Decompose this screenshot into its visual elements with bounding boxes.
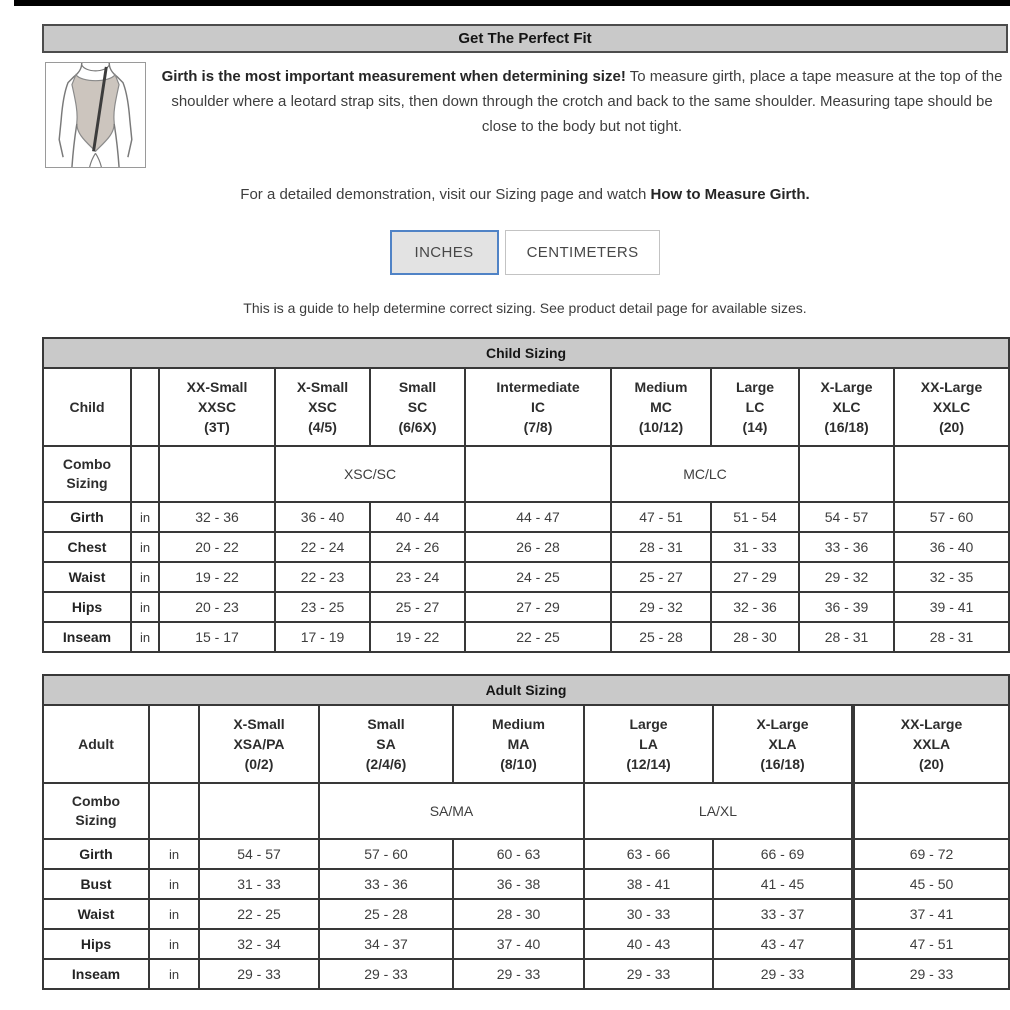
measurement-value-cell: 31 - 33 [711, 532, 799, 562]
combo-cell: MC/LC [611, 446, 799, 502]
size-column-header-line: (10/12) [638, 419, 684, 435]
unit-toggle [42, 230, 1008, 275]
size-column-header-line: MA [507, 736, 530, 752]
size-column-header [894, 368, 1009, 446]
table-section-title: Adult Sizing [43, 675, 1009, 705]
measurement-value-cell: 27 - 29 [465, 592, 611, 622]
measurement-value-cell: 24 - 25 [465, 562, 611, 592]
measurement-value-cell: 31 - 33 [199, 869, 319, 899]
measurement-value-cell: 25 - 28 [611, 622, 711, 652]
combo-sizing-label-line: Sizing [75, 812, 117, 828]
size-column-header-line: XXSC [197, 399, 237, 415]
measurement-value-cell: 33 - 36 [799, 532, 894, 562]
measurement-value-cell: 25 - 28 [319, 899, 453, 929]
measurement-value-cell: 29 - 32 [611, 592, 711, 622]
size-column-header-line: Small [367, 716, 405, 732]
girth-instructions-rest: To measure girth, place a tape measure at the top of the shoulder where a leotard strap sits, then down through the crotch and back to the same shoulder. Measuring tape should be close to the body but not tight. [171, 68, 1003, 135]
measurement-row [43, 502, 1009, 532]
child-sizing-table [42, 337, 1010, 653]
size-column-header-line: XX-Small [186, 379, 248, 395]
measurement-row-label: Hips [43, 929, 149, 959]
size-column-header-line: (20) [939, 419, 964, 435]
measurement-value-cell: 20 - 22 [159, 532, 275, 562]
measurement-value-cell: 22 - 25 [199, 899, 319, 929]
leotard-figure-graphic [46, 63, 145, 167]
measurement-value-cell: 29 - 33 [853, 959, 1009, 989]
combo-cell [465, 446, 611, 502]
measurement-value-cell: 32 - 36 [711, 592, 799, 622]
measurement-value-cell: 37 - 40 [453, 929, 584, 959]
size-column-header-line: X-Large [756, 716, 809, 732]
unit-cell: in [149, 959, 199, 989]
measurement-value-cell: 54 - 57 [799, 502, 894, 532]
measurement-value-cell: 29 - 33 [199, 959, 319, 989]
measurement-row [43, 839, 1009, 869]
measurement-value-cell: 23 - 25 [275, 592, 370, 622]
size-column-header [611, 368, 711, 446]
unit-cell: in [131, 502, 159, 532]
combo-cell [894, 446, 1009, 502]
size-column-header [799, 368, 894, 446]
measurement-row-label: Inseam [43, 622, 131, 652]
size-column-header [711, 368, 799, 446]
page-title: Get The Perfect Fit [42, 24, 1008, 53]
unit-cell: in [131, 562, 159, 592]
measurement-row-label: Inseam [43, 959, 149, 989]
size-column-header-line: Large [735, 379, 775, 395]
size-column-header [199, 705, 319, 783]
top-border-line [14, 0, 1010, 6]
size-column-header-line: Intermediate [496, 379, 580, 395]
measurement-value-cell: 33 - 37 [713, 899, 853, 929]
size-column-header-line: (3T) [204, 419, 230, 435]
measurement-row [43, 899, 1009, 929]
size-column-header [713, 705, 853, 783]
measurement-value-cell: 47 - 51 [853, 929, 1009, 959]
table-corner-label: Adult [43, 705, 149, 783]
measurement-row [43, 532, 1009, 562]
measurement-value-cell: 28 - 31 [799, 622, 894, 652]
guide-note: This is a guide to help determine correct sizing. See product detail page for available sizes. [243, 300, 807, 316]
combo-cell: SA/MA [319, 783, 584, 839]
measurement-value-cell: 29 - 33 [713, 959, 853, 989]
size-column-header-line: XSA/PA [233, 736, 285, 752]
measurement-value-cell: 39 - 41 [894, 592, 1009, 622]
measurement-value-cell: 28 - 30 [711, 622, 799, 652]
size-column-header [453, 705, 584, 783]
measurement-value-cell: 40 - 43 [584, 929, 713, 959]
combo-cell [159, 446, 275, 502]
measurement-value-cell: 23 - 24 [370, 562, 465, 592]
size-column-header-line: (2/4/6) [365, 756, 407, 772]
measurement-value-cell: 37 - 41 [853, 899, 1009, 929]
demo-line-bold: How to Measure Girth. [650, 186, 810, 203]
measurement-row-label: Chest [43, 532, 131, 562]
unit-cell [149, 783, 199, 839]
size-column-header-line: X-Small [233, 716, 285, 732]
measurement-value-cell: 45 - 50 [853, 869, 1009, 899]
measurement-value-cell: 36 - 40 [275, 502, 370, 532]
size-column-header-line: XLA [768, 736, 797, 752]
measurement-row [43, 959, 1009, 989]
measurement-value-cell: 27 - 29 [711, 562, 799, 592]
size-column-header-line: (16/18) [760, 756, 805, 772]
size-column-header-line: (20) [919, 756, 944, 772]
measurement-value-cell: 22 - 25 [465, 622, 611, 652]
measurement-row [43, 929, 1009, 959]
measurement-value-cell: 36 - 40 [894, 532, 1009, 562]
demo-line [42, 186, 1008, 203]
measurement-value-cell: 41 - 45 [713, 869, 853, 899]
measurement-value-cell: 36 - 39 [799, 592, 894, 622]
unit-cell: in [149, 899, 199, 929]
size-column-header [319, 705, 453, 783]
size-column-header [370, 368, 465, 446]
measurement-value-cell: 22 - 23 [275, 562, 370, 592]
measurement-value-cell: 43 - 47 [713, 929, 853, 959]
size-column-header-line: SA [376, 736, 396, 752]
measurement-value-cell: 36 - 38 [453, 869, 584, 899]
girth-instructions [146, 62, 1008, 170]
measurement-value-cell: 69 - 72 [853, 839, 1009, 869]
measurement-value-cell: 28 - 31 [611, 532, 711, 562]
measurement-value-cell: 34 - 37 [319, 929, 453, 959]
size-column-header-line: (16/18) [824, 419, 869, 435]
unit-column-header [131, 368, 159, 446]
measurement-value-cell: 19 - 22 [370, 622, 465, 652]
measurement-value-cell: 29 - 33 [453, 959, 584, 989]
size-column-header-line: XSC [308, 399, 337, 415]
unit-cell [131, 446, 159, 502]
size-column-header-line: IC [531, 399, 545, 415]
size-column-header [853, 705, 1009, 783]
measurement-value-cell: 66 - 69 [713, 839, 853, 869]
measurement-value-cell: 63 - 66 [584, 839, 713, 869]
measurement-value-cell: 29 - 32 [799, 562, 894, 592]
measurement-value-cell: 22 - 24 [275, 532, 370, 562]
size-column-header-line: (0/2) [244, 756, 274, 772]
measurement-value-cell: 28 - 30 [453, 899, 584, 929]
measurement-value-cell: 32 - 36 [159, 502, 275, 532]
combo-sizing-label-line: Combo [62, 456, 112, 472]
measurement-value-cell: 51 - 54 [711, 502, 799, 532]
size-column-header-line: (4/5) [308, 419, 337, 435]
measurement-value-cell: 33 - 36 [319, 869, 453, 899]
unit-cell: in [149, 839, 199, 869]
size-column-header-line: XX-Large [900, 716, 963, 732]
size-column-header-line: Medium [634, 379, 688, 395]
size-column-header-line: (12/14) [626, 756, 671, 772]
size-column-header-line: XXLA [912, 736, 951, 752]
measurement-value-cell: 29 - 33 [584, 959, 713, 989]
combo-sizing-label [43, 783, 149, 839]
combo-cell [853, 783, 1009, 839]
measurement-value-cell: 20 - 23 [159, 592, 275, 622]
measurement-row [43, 869, 1009, 899]
measurement-row-label: Girth [43, 502, 131, 532]
size-column-header-line: SC [407, 399, 428, 415]
size-column-header-line: XX-Large [920, 379, 983, 395]
measurement-value-cell: 44 - 47 [465, 502, 611, 532]
measurement-value-cell: 32 - 35 [894, 562, 1009, 592]
size-column-header-line: (6/6X) [398, 419, 437, 435]
size-column-header [275, 368, 370, 446]
size-column-header-line: X-Small [296, 379, 349, 395]
measurement-value-cell: 32 - 34 [199, 929, 319, 959]
unit-cell: in [131, 592, 159, 622]
measurement-value-cell: 25 - 27 [611, 562, 711, 592]
measurement-value-cell: 28 - 31 [894, 622, 1009, 652]
measurement-row-label: Girth [43, 839, 149, 869]
measurement-value-cell: 57 - 60 [319, 839, 453, 869]
demo-line-prefix: For a detailed demonstration, visit our Sizing page and watch [240, 186, 651, 203]
combo-cell: XSC/SC [275, 446, 465, 502]
measurement-row-label: Waist [43, 899, 149, 929]
size-column-header-line: LA [639, 736, 658, 752]
girth-measurement-figure [45, 62, 146, 168]
size-column-header-line: (8/10) [500, 756, 537, 772]
table-corner-label: Child [43, 368, 131, 446]
size-column-header [465, 368, 611, 446]
unit-column-header [149, 705, 199, 783]
measurement-row-label: Hips [43, 592, 131, 622]
size-column-header-line: XXLC [932, 399, 971, 415]
measurement-row [43, 622, 1009, 652]
measurement-value-cell: 40 - 44 [370, 502, 465, 532]
size-column-header [584, 705, 713, 783]
size-column-header-line: LC [745, 399, 765, 415]
combo-cell: LA/XL [584, 783, 853, 839]
measurement-row [43, 562, 1009, 592]
measurement-value-cell: 60 - 63 [453, 839, 584, 869]
measurement-value-cell: 25 - 27 [370, 592, 465, 622]
measurement-value-cell: 19 - 22 [159, 562, 275, 592]
centimeters-button[interactable]: CENTIMETERS [505, 230, 661, 275]
measurement-value-cell: 57 - 60 [894, 502, 1009, 532]
girth-intro-section [42, 62, 1008, 170]
measurement-value-cell: 15 - 17 [159, 622, 275, 652]
size-column-header [159, 368, 275, 446]
combo-sizing-label [43, 446, 131, 502]
table-section-title: Child Sizing [43, 338, 1009, 368]
combo-sizing-label-line: Sizing [66, 475, 108, 491]
size-column-header-line: Medium [492, 716, 545, 732]
measurement-value-cell: 47 - 51 [611, 502, 711, 532]
size-column-header-line: (14) [742, 419, 768, 435]
combo-cell [199, 783, 319, 839]
measurement-value-cell: 38 - 41 [584, 869, 713, 899]
measurement-value-cell: 30 - 33 [584, 899, 713, 929]
inches-button[interactable]: INCHES [390, 230, 499, 275]
adult-sizing-table [42, 674, 1010, 990]
size-column-header-line: Small [398, 379, 437, 395]
unit-cell: in [131, 532, 159, 562]
size-column-header-line: XLC [832, 399, 861, 415]
measurement-row [43, 592, 1009, 622]
measurement-row-label: Bust [43, 869, 149, 899]
measurement-value-cell: 29 - 33 [319, 959, 453, 989]
size-column-header-line: Large [629, 716, 668, 732]
measurement-value-cell: 54 - 57 [199, 839, 319, 869]
unit-cell: in [149, 929, 199, 959]
combo-cell [799, 446, 894, 502]
size-column-header-line: (7/8) [523, 419, 553, 435]
measurement-value-cell: 17 - 19 [275, 622, 370, 652]
unit-cell: in [149, 869, 199, 899]
combo-sizing-label-line: Combo [71, 793, 121, 809]
size-guide-page [42, 24, 1008, 990]
girth-instructions-bold: Girth is the most important measurement when determining size! [161, 68, 626, 85]
unit-cell: in [131, 622, 159, 652]
size-column-header-line: MC [650, 399, 672, 415]
measurement-value-cell: 26 - 28 [465, 532, 611, 562]
measurement-row-label: Waist [43, 562, 131, 592]
measurement-value-cell: 24 - 26 [370, 532, 465, 562]
size-column-header-line: X-Large [820, 379, 873, 395]
